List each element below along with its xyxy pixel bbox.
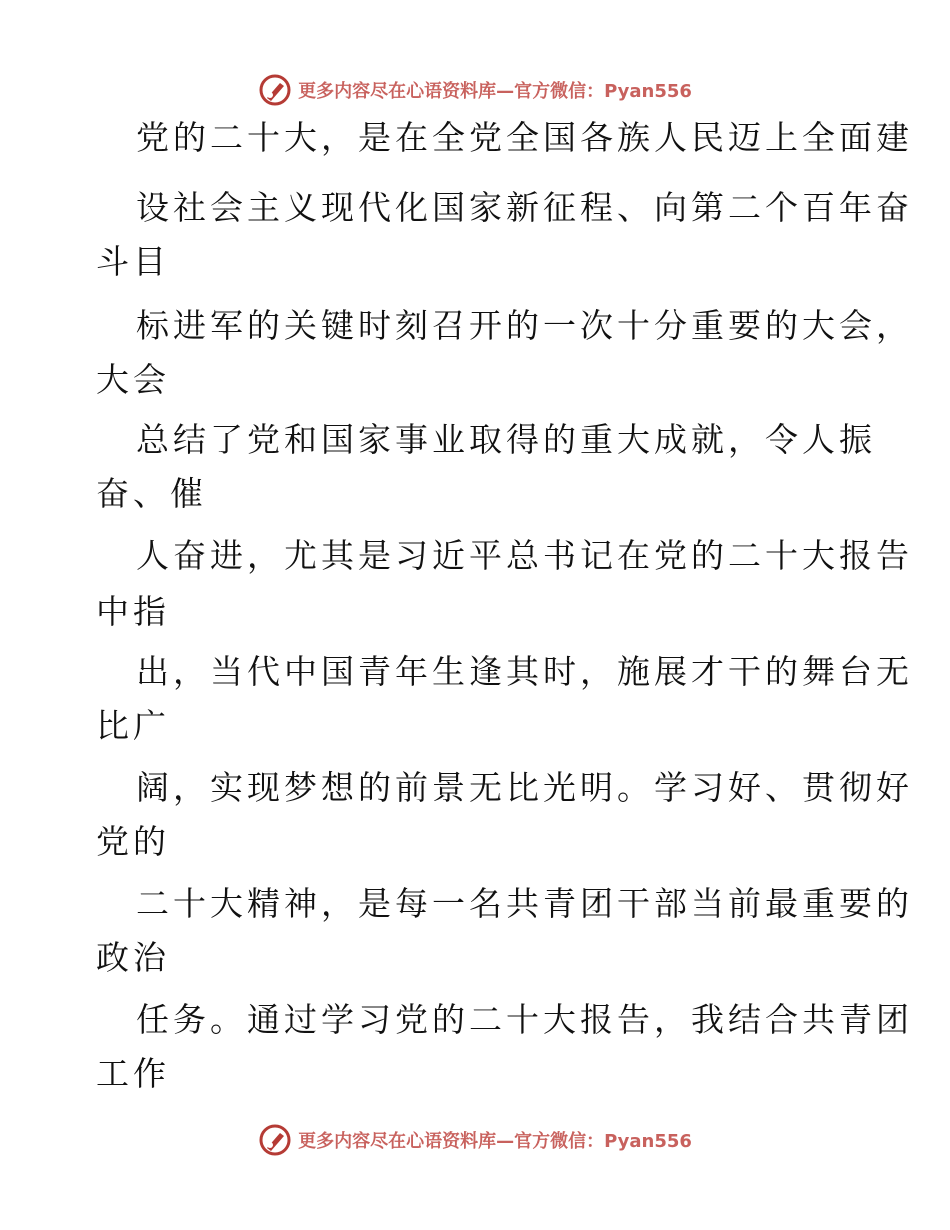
- text-line: 党的二十大，是在全党全国各族人民迈上全面建: [136, 118, 913, 157]
- footer-banner-text: 更多内容尽在心语资料库—官方微信：Pyan556: [298, 1131, 692, 1152]
- text-line: 工作: [96, 1054, 170, 1093]
- footer-banner: [0, 1120, 950, 1160]
- header-banner: [0, 70, 950, 110]
- text-line: 总结了党和国家事业取得的重大成就，令人振: [136, 420, 876, 459]
- text-line: 任务。通过学习党的二十大报告，我结合共青团: [136, 1000, 913, 1039]
- text-line: 党的: [96, 822, 170, 861]
- text-line: 斗目: [96, 242, 170, 281]
- text-line: 政治: [96, 938, 170, 977]
- text-line: 中指: [96, 592, 170, 631]
- text-line: 奋、催: [96, 474, 207, 513]
- text-line: 大会: [96, 360, 170, 399]
- text-line: 二十大精神，是每一名共青团干部当前最重要的: [136, 884, 913, 923]
- text-line: 标进军的关键时刻召开的一次十分重要的大会，: [136, 306, 913, 345]
- pen-seal-icon: [258, 1123, 292, 1157]
- text-line: 人奋进，尤其是习近平总书记在党的二十大报告: [136, 536, 913, 575]
- header-banner-text: 更多内容尽在心语资料库—官方微信：Pyan556: [298, 81, 692, 102]
- text-line: 设社会主义现代化国家新征程、向第二个百年奋: [136, 188, 913, 227]
- text-line: 阔，实现梦想的前景无比光明。学习好、贯彻好: [136, 768, 913, 807]
- text-line: 出，当代中国青年生逢其时，施展才干的舞台无: [136, 652, 913, 691]
- text-line: 比广: [96, 706, 170, 745]
- pen-seal-icon: [258, 73, 292, 107]
